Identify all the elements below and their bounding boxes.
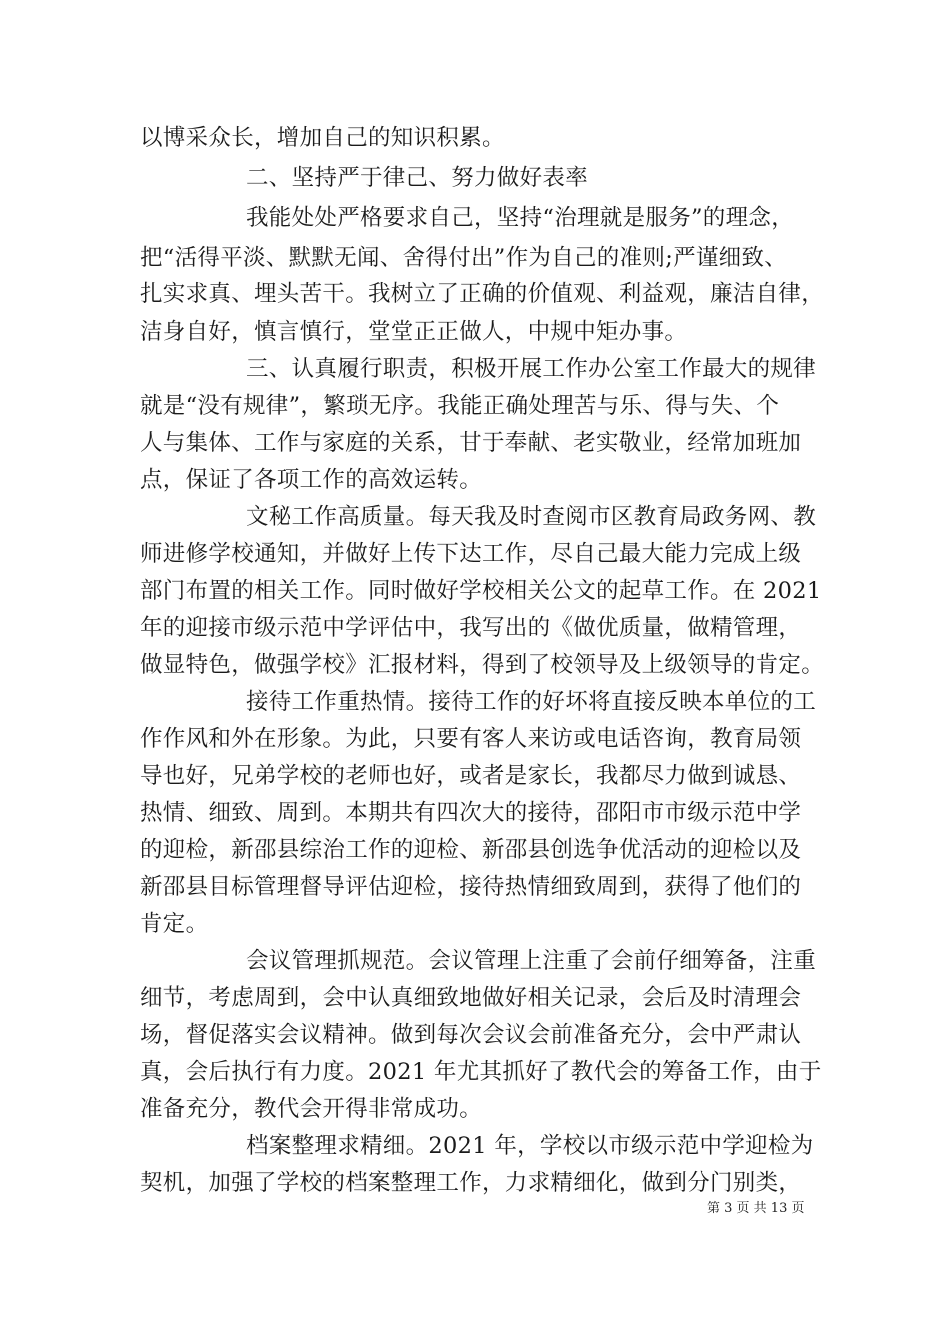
text-line: 做显特色，做强学校》汇报材料，得到了校领导及上级领导的肯定。: [140, 652, 825, 678]
text-line: 的迎检，新邵县综治工作的迎检、新邵县创选争优活动的迎检以及: [140, 837, 802, 863]
section-heading: 二、坚持严于律己、努力做好表率: [246, 165, 589, 191]
page-number: 第 3 页 共 13 页: [707, 1201, 805, 1216]
text-line: 人与集体、工作与家庭的关系，甘于奉献、老实敬业，经常加班加: [140, 430, 802, 456]
text-line: 文秘工作高质量。每天我及时查阅市区教育局政务网、教: [246, 504, 817, 530]
text-line: 就是“没有规律”，繁琐无序。我能正确处理苦与乐、得与失、个: [140, 393, 780, 419]
text-line: 师进修学校通知，并做好上传下达工作，尽自己最大能力完成上级: [140, 541, 802, 567]
text-line: 点，保证了各项工作的高效运转。: [140, 467, 483, 493]
text-line: 肯定。: [140, 911, 209, 937]
text-line: 把“活得平淡、默默无闻、舍得付出”作为自己的准则;严谨细致、: [140, 245, 788, 271]
text-line: 准备充分，教代会开得非常成功。: [140, 1096, 483, 1122]
text-line: 以博采众长，增加自己的知识积累。: [140, 125, 505, 151]
text-line: 档案整理求精细。2021 年，学校以市级示范中学迎检为: [246, 1133, 814, 1159]
text-line: 作作风和外在形象。为此，只要有客人来访或电话咨询，教育局领: [140, 726, 802, 752]
text-line: 真，会后执行有力度。2021 年尤其抓好了教代会的筹备工作，由于: [140, 1059, 822, 1085]
text-line: 部门布置的相关工作。同时做好学校相关公文的起草工作。在 2021: [140, 578, 822, 604]
text-line: 导也好，兄弟学校的老师也好，或者是家长，我都尽力做到诚恳、: [140, 763, 802, 789]
text-line: 扎实求真、埋头苦干。我树立了正确的价值观、利益观，廉洁自律，: [140, 281, 825, 307]
section-heading: 三、认真履行职责，积极开展工作办公室工作最大的规律: [246, 356, 817, 382]
text-line: 会议管理抓规范。会议管理上注重了会前仔细筹备，注重: [246, 948, 817, 974]
text-line: 场，督促落实会议精神。做到每次会议会前准备充分，会中严肃认: [140, 1022, 802, 1048]
text-line: 细节，考虑周到，会中认真细致地做好相关记录，会后及时清理会: [140, 985, 802, 1011]
text-line: 洁身自好，慎言慎行，堂堂正正做人，中规中矩办事。: [140, 319, 688, 345]
text-line: 热情、细致、周到。本期共有四次大的接待，邵阳市市级示范中学: [140, 800, 802, 826]
text-line: 接待工作重热情。接待工作的好坏将直接反映本单位的工: [246, 689, 817, 715]
text-line: 契机，加强了学校的档案整理工作，力求精细化，做到分门别类，: [140, 1170, 802, 1196]
text-line: 年的迎接市级示范中学评估中，我写出的《做优质量，做精管理，: [140, 615, 802, 641]
text-line: 我能处处严格要求自己，坚持“治理就是服务”的理念，: [246, 205, 795, 231]
text-line: 新邵县目标管理督导评估迎检，接待热情细致周到，获得了他们的: [140, 874, 802, 900]
